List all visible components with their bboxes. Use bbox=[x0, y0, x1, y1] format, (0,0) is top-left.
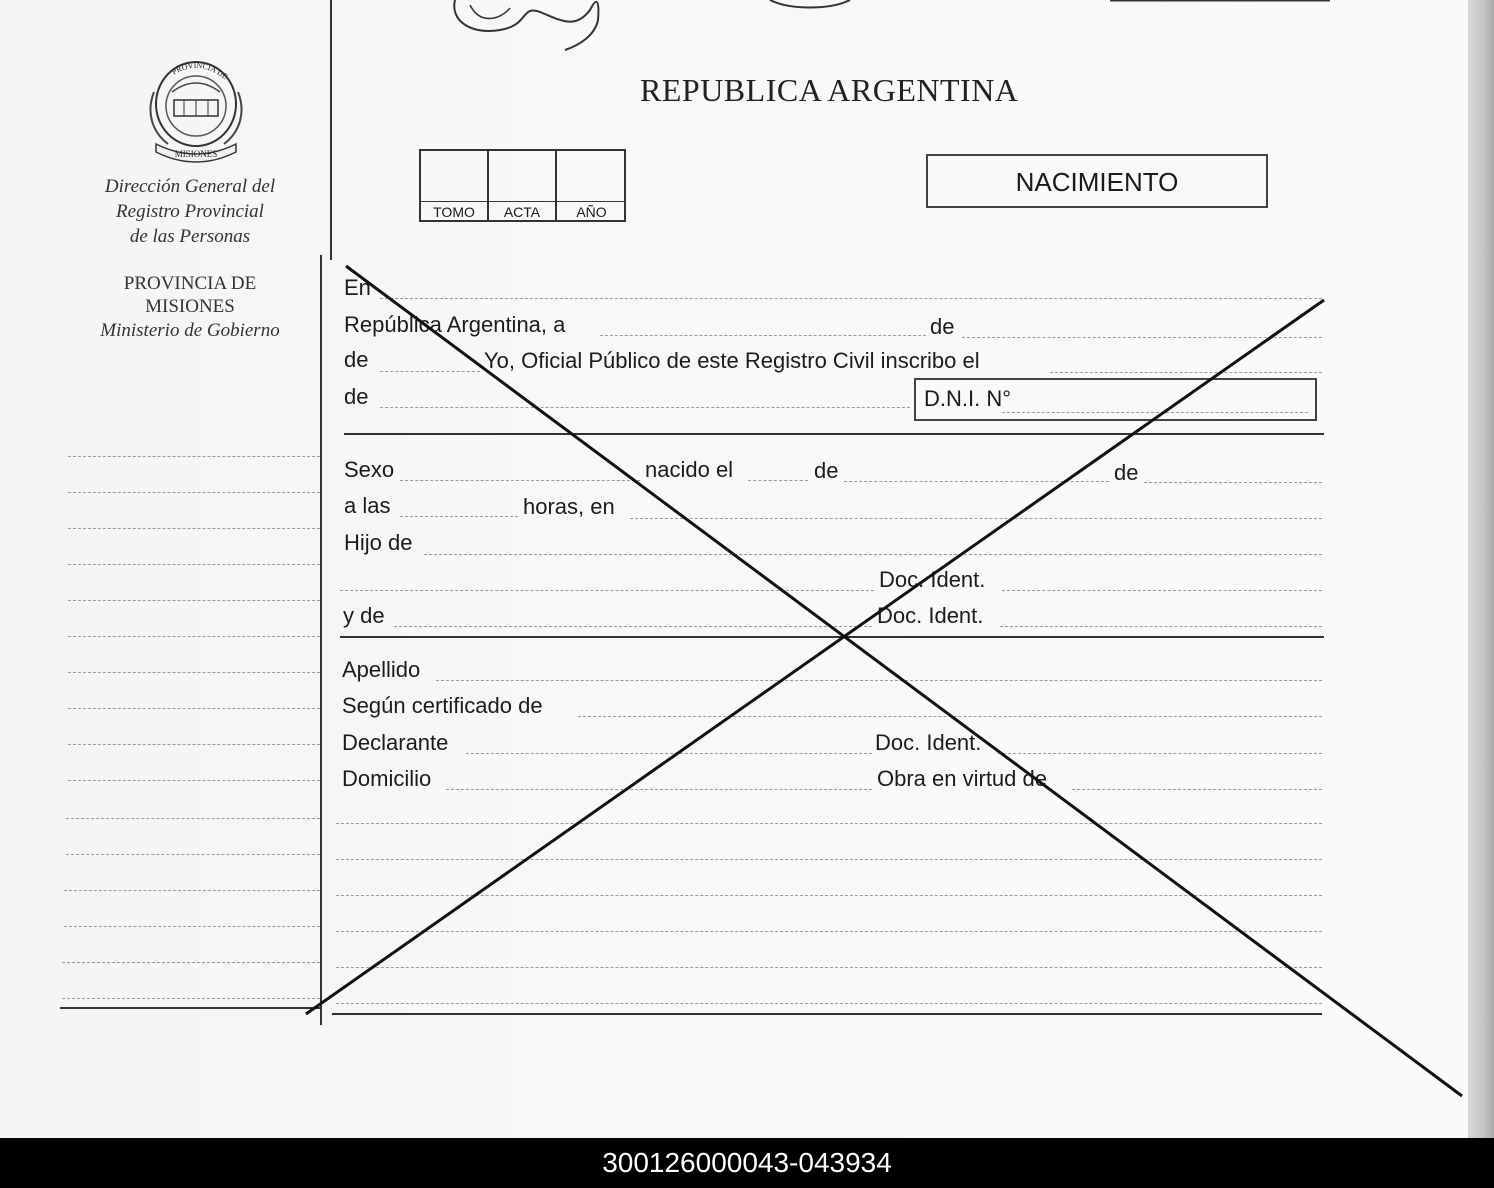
document-id-bar bbox=[0, 1138, 1494, 1188]
page-edge-shadow bbox=[1468, 0, 1494, 1138]
label-de-3: de bbox=[344, 384, 369, 409]
seal-banner-text: MISIONES bbox=[174, 149, 218, 159]
directorate-line-3: de las Personas bbox=[129, 226, 251, 247]
label-republica: República Argentina, a bbox=[344, 312, 566, 337]
label-declarante: Declarante bbox=[342, 730, 449, 755]
label-domicilio: Domicilio bbox=[342, 766, 432, 791]
label-doc-ident-3: Doc. Ident. bbox=[875, 730, 982, 755]
label-de-4: de bbox=[814, 458, 839, 483]
province-line-2: MISIONES bbox=[145, 296, 235, 317]
label-doc-ident-1: Doc. Ident. bbox=[879, 567, 986, 592]
anio-label: AÑO bbox=[557, 201, 626, 222]
directorate-line-1: Dirección General del bbox=[104, 176, 276, 197]
province-line-1: PROVINCIA DE bbox=[123, 273, 257, 294]
cancellation-stroke-down bbox=[346, 266, 1462, 1096]
label-de-1: de bbox=[930, 314, 955, 339]
document-id: 300126000043-043934 bbox=[602, 1147, 892, 1178]
label-apellido: Apellido bbox=[342, 657, 421, 682]
label-doc-ident-2: Doc. Ident. bbox=[877, 603, 984, 628]
label-hijo-de: Hijo de bbox=[344, 530, 413, 555]
label-dni: D.N.I. N° bbox=[924, 386, 1012, 411]
act-type-box: NACIMIENTO bbox=[926, 154, 1268, 208]
label-nacido-el: nacido el bbox=[645, 457, 734, 482]
ministry-text: Ministerio de Gobierno bbox=[100, 320, 280, 341]
directorate-line-2: Registro Provincial bbox=[116, 201, 264, 222]
label-segun: Según certificado de bbox=[342, 693, 543, 718]
label-oficial: Yo, Oficial Público de este Registro Civil inscribo el bbox=[484, 348, 980, 373]
label-horas-en: horas, en bbox=[523, 494, 615, 519]
label-y-de: y de bbox=[343, 603, 385, 628]
tomo-label: TOMO bbox=[421, 201, 487, 222]
cancellation-stroke-up bbox=[306, 300, 1324, 1014]
acta-label: ACTA bbox=[489, 201, 555, 222]
label-a-las: a las bbox=[344, 493, 391, 518]
label-de-5: de bbox=[1114, 460, 1139, 485]
seal-arc-text: PROVINCIA DE bbox=[170, 60, 230, 82]
label-en: En bbox=[344, 275, 371, 300]
label-obra: Obra en virtud de bbox=[877, 766, 1047, 791]
label-de-2: de bbox=[344, 347, 369, 372]
label-sexo: Sexo bbox=[344, 457, 395, 482]
page-title: REPUBLICA ARGENTINA bbox=[640, 72, 1019, 108]
